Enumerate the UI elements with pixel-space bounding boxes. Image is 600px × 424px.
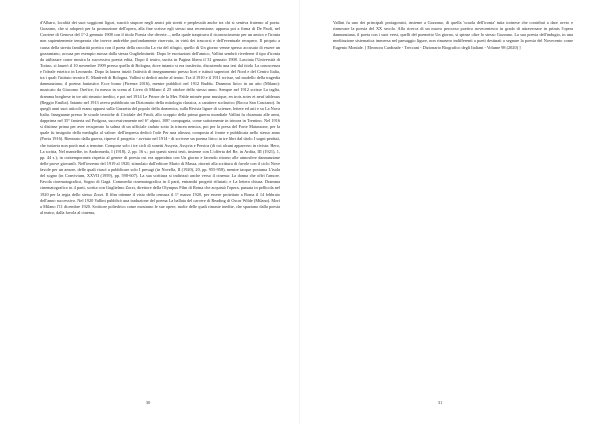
left-page-text bbox=[40, 20, 280, 216]
right-page bbox=[300, 0, 600, 424]
right-page-number: 31 bbox=[437, 400, 443, 405]
right-page-text bbox=[333, 20, 573, 51]
right-page-paragraph: Vallini fu uno dei principali protagonisti, insieme a Gozzano, di quella 'scuola dell'ironia' tutta torinese che contribuì a dare avvio e rinnovare la poesia del XX secolo. Alla ricerca di un nuovo percorso poetico novecentesco in grado di attraversare in primis l'opera dannunziana, il poeta con i suoi versi, quelli del poemetto Un giorno, si spinse oltre lo stesso Gozzano. La sua poesia dell'indugio, in una meditazione sistematica immersa nel paesaggio ligure, non rimasero indifferenti a poeti destinati a segnare la poesia del Novecento come Eugenio Montale. [ Eleonora Cardinale - Treccani - Dizionario Biografico degli Italiani - Volume 98 (2020) ] bbox=[333, 20, 573, 50]
left-page-number: 30 bbox=[145, 400, 151, 405]
left-page-paragraph: d'Albaro, località dei suoi soggiorni liguri, suscitò stupore negli amici più stretti e perplessità anche tra chi si sentiva fraterno al poeta. Gozzano, che si adoperò per la promozione dell'opera, alla fine scrisse egli stesso una recensione, apparsa poi a firma di De Paoli, nel Corriere di Genova del 1°-2 gennaio 1908 con il titolo Poesia che diverte..., nella quale traspirava il riconoscimento per un amico e l'ironia non sapientemente temperata che invece andrebbe profondamente riservata, in virtù dei trascorsi e dell'eventuale recupero. Il proprio a causa della stretta familiarità poetica con il poeta della raccolta La via del rifugio, quello di Un giorno venne spesso accusato di essere un gozzaniano, accusa per esempio mossa dalla stessa Guglielminetti. Dopo le esortazioni dell'amico, Vallini sembrò rivederne il tipo d'ironia da utilizzare come mostra la successiva poesia edita, Dopo il teatro, uscita in Pagina libera il 31 gennaio 1908. Lasciata l'Università di Torino, si laureò il 10 novembre 1909 presso quella di Bologna, dove intanto si era trasferito, discutendo una tesi dal titolo La conoscenza e l'ideale estetico in Leonardo. Dopo la laurea iniziò l'attività di insegnamento presso licei e istituti superiori del Nord e del Centro Italia, tra i quali l'istituto tecnico E. Manfredi di Bologna. Vallini si dedicò anche al teatro. Tra il 1910 e il 1911 scrisse, sul modello della tragedia dannunziana, il poema fantastico Ecce homo (Firenze 2016), mentre pubblicò nel 1912 Ruddu. Dramma lirico in un atto (Milano): musicato da Giacomo Orefice, fu messo in scena al Liveo di Milano il 25 ottobre dello stesso anno. Sempre nel 1912 scrisse La taglia, dramma borghese in tre atti rimasto inedito, e poi nel 1914 Le Prince de la Mer. Fable mimée pour musique, en trois actes et neuf tableaux (Reggio Emilia). Intanto nel 1913 aveva pubblicato un Dizionario della mitologia classica, a carattere scolastico (Rocca San Casciano). In quegli anni suoi articoli erano apparsi sulla Gazzetta del popolo della domenica, sulla Rivista ligure di scienze, lettere ed arti e su La Nova Italia. Insegnante presso le scuole tecniche di Cividale del Friuli, allo scoppio della prima guerra mondiale Vallini fu chiamato alle armi, dapprima nel 35° fanteria sul Podgora, successivamente nel 6° alpini, 108° compagnia, come sottotenente in trincea in Trentino. Nel 1916 si distinse prima per aver recuperato la salma di un ufficiale caduto sotto la trincea nemica, poi per la presa del Forte Matassone, per la quale fu insignito della medaglia al valore: dell'impresa dedicò l'ode Per una altezza, composta al fronte e pubblicata nello stesso anno (Pavia 1916). Rientrato dalla guerra, riprese il progetto - avviato nel 1914 - di scrivere un poema lirico in tre libri dal titolo I sogni perduti, che tuttavia non portò mai a termine. Compose solo i tre cicli di sonetti Assyria, Assyria e Persica (di cui alcuni apparvero in rivista: Hero, La scritta, Nel mantelbe, in Andromeda, I (1918), 2, pp. 16 s.; poi questi stessi testi, insieme con L'offerta del Re, in Ardita, III (1921), 1, pp. 44 s.); in contemporanea rispetto al genere di poesia cui era approdato con Un giorno e facendo ritorno alle atmosfere dannunziane delle prove giovanili. Nell'inverno del 1919 al 1920, stimolato dall'editore Mario di Massa, ritornò alla scrittura di favole con il ciclo Nove favole per un amore, delle quali riuscì a pubblicare solo I presagi (in Novella, II (1920), 20, pp. 955-958), mentre tacque postuma L'isola del sogno (in Convivium, XXVII (1959), pp. 598-607). La sua scrittura si indirizzò anche verso il cinema: La donna che offrì l'amore. Favola cinematografica, Sogno di Gagà. Commedia cinematografica in 4 parti, entrambi progetti rifiutati; e La lettera chiusa. Dramma cinematografico in 4 parti, scritta con Guglielmo Zorzi, direttore della Olympus Film di Roma che acquistò l'opera, passata in pellicola nel 1920 per la regia dello stesso Zorzi. Il film ottenne il visto della censura il 1° marzo 1920, per essere proiettato a Roma il 14 febbraio dell'anno successivo. Nel 1920 Vallini pubblicò una traduzione del poema La ballata del carcere di Reading di Oscar Wilde (Milano). Morì a Milano l'11 dicembre 1920. Scrittore poliedrico come mostrano le sue opere, molte delle quali rimaste inedite, che spaziano dalla poesia al teatro, dalla favola al cinema, bbox=[40, 20, 280, 215]
